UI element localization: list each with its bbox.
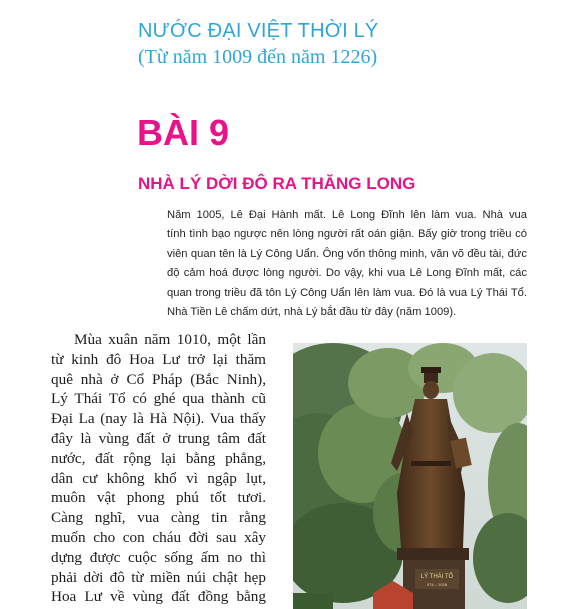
intro-line: quan trong triều đã tôn Lý Công Uẩn lên làm vua. Đó là vua Lý Thái Tổ. xyxy=(167,286,527,299)
body-line: Lý Thái Tổ có ghé qua thành cũ xyxy=(51,390,266,408)
body-line: Càng nghĩ, vua càng tin rằng xyxy=(51,509,266,527)
body-line: dựng được cuộc sống ấm no thì xyxy=(51,548,266,566)
body-line: muôn vật phong phú tốt tươi. xyxy=(51,489,266,507)
plaque-text-name: LÝ THÁI TỔ xyxy=(420,574,454,580)
intro-line: viên quan tên là Lý Công Uẩn. Ông vốn thông minh, văn võ đều tài, đức xyxy=(167,247,527,260)
body-line: quê nhà ở Cổ Pháp (Bắc Ninh), xyxy=(51,370,266,388)
body-line: Mùa xuân năm 1010, một lần xyxy=(74,331,266,348)
plaque-text-years: 974 – 1028 xyxy=(426,582,448,587)
body-line: đây là vùng đất ở trung tâm đất xyxy=(51,429,266,447)
intro-line: Nhà Tiền Lê chấm dứt, nhà Lý bắt đầu từ đây (năm 1009). xyxy=(167,306,457,319)
chapter-years: (Từ năm 1009 đến năm 1226) xyxy=(138,46,378,68)
statue-photo xyxy=(293,343,527,609)
body-line: dân cư không khổ vì ngập lụt, xyxy=(51,469,266,487)
intro-line: Năm 1005, Lê Đại Hành mất. Lê Long Đĩnh lên làm vua. Nhà vua xyxy=(167,209,527,221)
lesson-number: BÀI 9 xyxy=(137,112,230,153)
intro-line: độ cảm hoá được lòng người. Do vậy, khi vua Lê Long Đĩnh mất, các xyxy=(167,267,527,280)
body-paragraph xyxy=(51,330,266,607)
body-line: Hoa Lư về vùng đất đồng bằng xyxy=(51,588,266,606)
chapter-title: NƯỚC ĐẠI VIỆT THỜI LÝ xyxy=(138,20,379,42)
intro-paragraph xyxy=(167,206,527,322)
lesson-title: NHÀ LÝ DỜI ĐÔ RA THĂNG LONG xyxy=(138,174,416,193)
body-line: phải dời đô từ miền núi chật hẹp xyxy=(51,568,266,586)
body-line: Đại La (nay là Hà Nội). Vua thấy xyxy=(51,410,266,428)
body-line: từ kinh đô Hoa Lư trở lại thăm xyxy=(51,350,266,368)
body-line: nước, đất rộng lại bằng phẳng, xyxy=(51,449,266,467)
body-line: muốn cho con cháu đời sau xây xyxy=(51,528,266,546)
intro-line: tính tình bạo ngược nên lòng người rất oán giận. Bấy giờ trong triều có xyxy=(167,228,527,241)
